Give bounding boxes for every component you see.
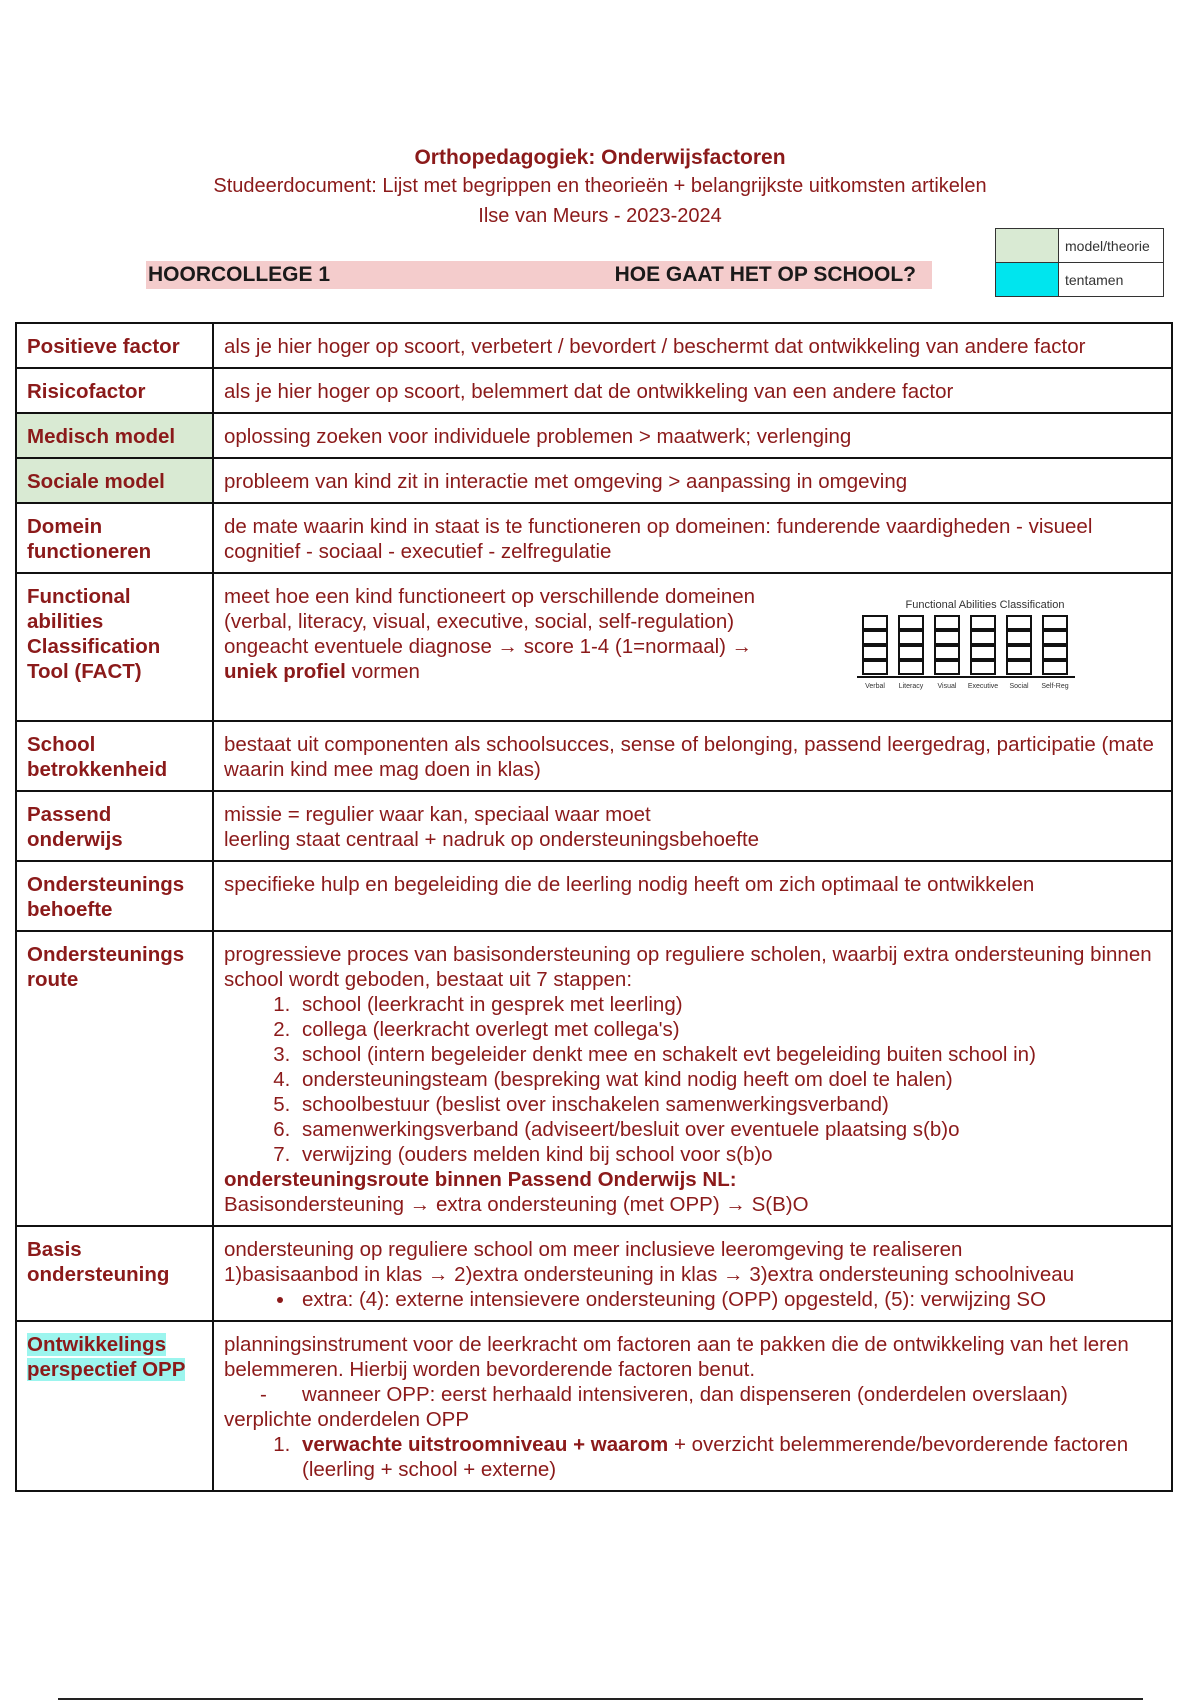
list-item: 7. verwijzing (ouders melden kind bij school voor s(b)o [296,1142,1161,1167]
list-item: • extra: (4): externe intensievere ondersteuning (OPP) opgesteld, (5): verwijzing SO [296,1287,1161,1312]
list-item [296,1432,1161,1482]
route-last-line: Basisondersteuning → extra ondersteuning (met OPP) → S(B)O [224,1193,809,1216]
opp-line: verplichte onderdelen OPP [224,1408,470,1431]
lecture-label: HOORCOLLEGE 1 [148,263,331,286]
definition-cell [213,791,1172,861]
passend-line: missie = regulier waar kan, speciaal waar moet [224,803,651,826]
table-row [16,503,1172,573]
definition-cell [213,1226,1172,1321]
table-row [16,1226,1172,1321]
fact-grid-cell [971,631,995,644]
fact-grid-cell [935,661,959,674]
table-row [16,458,1172,503]
color-legend [995,228,1164,297]
fact-chart-title: Functional Abilities Classification [905,599,1065,611]
opp-item-rest: + overzicht belemmerende/bevorderende factoren (leerling + school + externe) [302,1433,1129,1481]
fact-chart-grid [857,616,1075,677]
table-row [16,413,1172,458]
fact-chart-col-label: Executive [967,683,999,690]
fact-chart-col-label: Verbal [865,683,885,690]
fact-grid-cell [1007,661,1031,674]
basis-line: ondersteuning op reguliere school om meer inclusieve leeromgeving te realiseren [224,1238,963,1261]
legend-swatch-tentamen [996,263,1059,297]
passend-line: leerling staat centraal + nadruk op ondersteuningsbehoefte [224,828,760,851]
route-intro: progressieve proces van basisondersteuning op reguliere scholen, waarbij extra ondersteuning binnen school wordt geboden, bestaat uit 7 stappen: [224,943,1152,991]
table-row [16,791,1172,861]
list-item: - wanneer OPP: eerst herhaald intensiveren, dan dispenseren (onderdelen overslaan) [296,1382,1161,1407]
document-author: Ilse van Meurs - 2023-2024 [478,205,722,227]
opp-term-line: perspectief OPP [27,1358,186,1381]
term-cell: Positieve factor [16,323,213,368]
fact-grid-cell [971,646,995,659]
basis-bullet-list [224,1287,1161,1312]
fact-line: ongeacht eventuele diagnose → score 1-4 (1=normaal) → [224,635,753,658]
list-item: 4. ondersteuningsteam (bespreking wat kind nodig heeft om doel te halen) [296,1067,1161,1092]
fact-line [224,659,804,684]
fact-bold-text: uniek profiel [224,660,346,683]
definition-cell: als je hier hoger op scoort, belemmert dat de ontwikkeling van een andere factor [213,368,1172,413]
fact-grid-cell [863,646,887,659]
definition-cell: oplossing zoeken voor individuele problemen > maatwerk; verlenging [213,413,1172,458]
opp-item-bold: verwachte uitstroomniveau + waarom [302,1433,669,1456]
fact-grid-cell [899,661,923,674]
table-row [16,1321,1172,1491]
opp-dash-list [224,1382,1161,1407]
table-row [16,861,1172,931]
fact-grid-cell [1043,646,1067,659]
fact-chart-labels [865,683,1069,690]
term-cell: Passend onderwijs [16,791,213,861]
term-cell: Medisch model [16,413,213,458]
fact-grid-cell [899,616,923,629]
table-row [16,323,1172,368]
fact-text [224,584,804,684]
definition-cell: bestaat uit componenten als schoolsucces, sense of belonging, passend leergedrag, participatie (mate waarin kind mee mag doen in klas) [213,721,1172,791]
fact-content [224,584,1161,690]
fact-grid-cell [1007,616,1031,629]
term-cell: Functional abilities Classification Tool (FACT) [16,573,213,721]
definition-cell: als je hier hoger op scoort, verbetert / bevordert / beschermt dat ontwikkeling van andere factor [213,323,1172,368]
route-steps-list [224,992,1161,1167]
fact-chart-col-label: Social [1009,683,1029,690]
table-row [16,368,1172,413]
opp-term-line: Ontwikkelings [27,1333,166,1356]
fact-rest-text: vormen [345,660,420,683]
document-subtitle: Studeerdocument: Lijst met begrippen en theorieën + belangrijkste uitkomsten artikelen [213,175,987,197]
definition-cell: specifieke hulp en begeleiding die de leerling nodig heeft om zich optimaal te ontwikkelen [213,861,1172,931]
fact-grid-cell [935,616,959,629]
fact-grid-cell [899,631,923,644]
term-cell: Risicofactor [16,368,213,413]
fact-line: meet hoe een kind functioneert op verschillende domeinen [224,585,756,608]
table-row [16,931,1172,1226]
fact-chart-col-label: Self-Reg [1041,683,1069,690]
table-row [16,573,1172,721]
concepts-table [15,322,1173,1492]
term-cell: Ondersteunings behoefte [16,861,213,931]
definition-cell: probleem van kind zit in interactie met omgeving > aanpassing in omgeving [213,458,1172,503]
fact-grid-cell [863,661,887,674]
fact-grid-cell [863,631,887,644]
fact-line: (verbal, literacy, visual, executive, social, self-regulation) [224,610,735,633]
list-item: 1. school (leerkracht in gesprek met leerling) [296,992,1161,1017]
list-item: 2. collega (leerkracht overlegt met collega's) [296,1017,1161,1042]
definition-cell [213,1321,1172,1491]
definition-cell [213,573,1172,721]
list-item: 5. schoolbestuur (beslist over inschakelen samenwerkingsverband) [296,1092,1161,1117]
fact-grid-cell [935,646,959,659]
term-cell: School betrokkenheid [16,721,213,791]
lecture-topic: HOE GAAT HET OP SCHOOL? [614,263,916,286]
term-cell: Domein functioneren [16,503,213,573]
fact-grid-cell [1007,646,1031,659]
term-cell: Sociale model [16,458,213,503]
fact-grid-cell [863,616,887,629]
fact-chart-col-label: Visual [937,683,957,690]
opp-line: planningsinstrument voor de leerkracht om factoren aan te pakken die de ontwikkeling van het leren belemmeren. Hierbij worden bevorderende factoren benut. [224,1333,1129,1381]
list-item: 6. samenwerkingsverband (adviseert/besluit over eventuele plaatsing s(b)o [296,1117,1161,1142]
fact-profile-chart [855,598,1155,704]
fact-grid-cell [935,631,959,644]
fact-grid-cell [899,646,923,659]
term-cell: Basis ondersteuning [16,1226,213,1321]
table-row [16,721,1172,791]
basis-line: 1)basisaanbod in klas → 2)extra ondersteuning in klas → 3)extra ondersteuning schoolniveau [224,1263,1075,1286]
route-bold-line: ondersteuningsroute binnen Passend Onderwijs NL: [224,1168,737,1191]
fact-grid-cell [971,616,995,629]
fact-grid-cell [1043,661,1067,674]
legend-label-tentamen: tentamen [1059,263,1164,297]
fact-grid-cell [1007,631,1031,644]
fact-chart-col-label: Literacy [898,683,924,690]
definition-cell: de mate waarin kind in staat is te functioneren op domeinen: funderende vaardigheden - visueel cognitief - sociaal - executief - zelfregulatie [213,503,1172,573]
list-item: 3. school (intern begeleider denkt mee en schakelt evt begeleiding buiten school in) [296,1042,1161,1067]
fact-grid-cell [1043,631,1067,644]
legend-label-model: model/theorie [1059,229,1164,263]
term-cell [16,1321,213,1491]
document-title: Orthopedagogiek: Onderwijsfactoren [414,146,786,169]
legend-swatch-model [996,229,1059,263]
definition-cell [213,931,1172,1226]
fact-grid-cell [1043,616,1067,629]
term-cell: Ondersteunings route [16,931,213,1226]
fact-grid-cell [971,661,995,674]
lecture-header-bar [146,261,932,289]
opp-numbered-list [224,1432,1161,1482]
